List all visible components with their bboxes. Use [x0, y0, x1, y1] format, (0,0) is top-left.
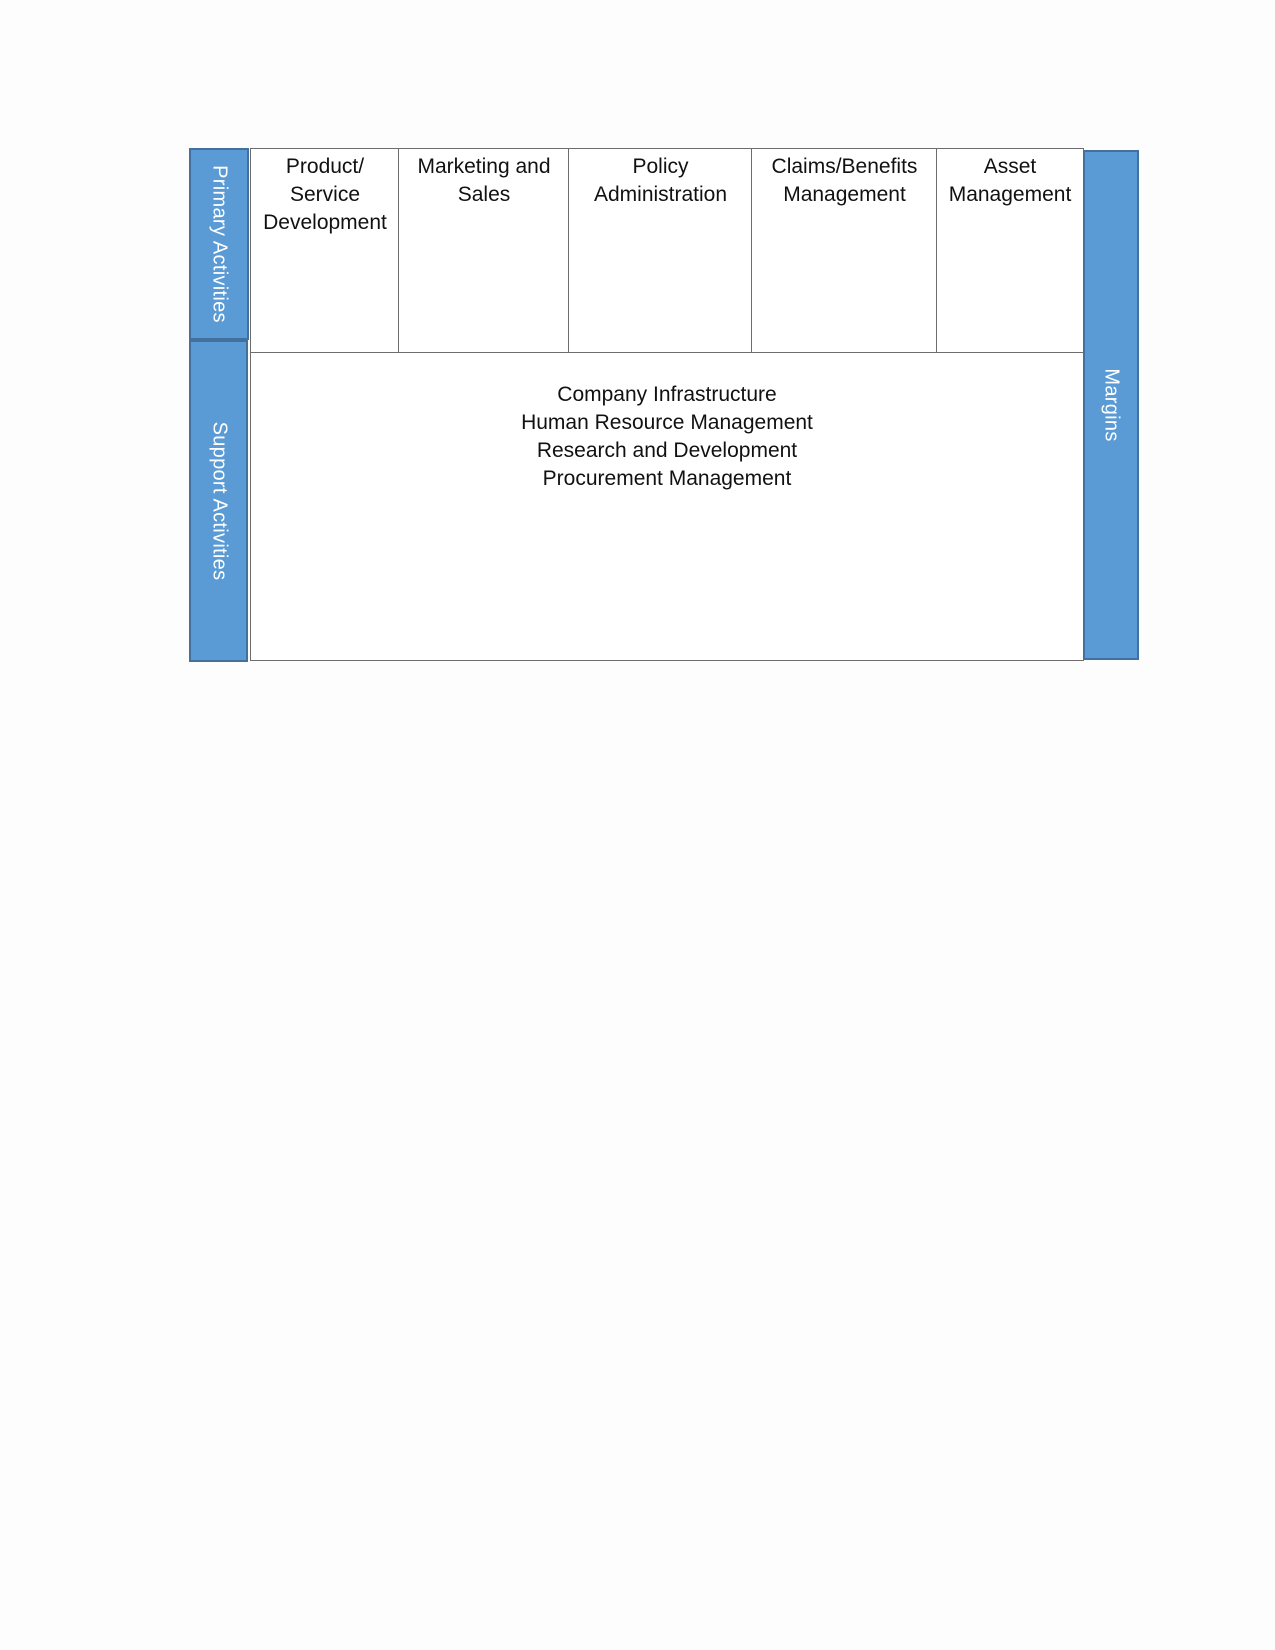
support-activity-item: Research and Development: [536, 439, 798, 462]
support-activity-item: Company Infrastructure: [557, 383, 777, 406]
support-activity-item: Human Resource Management: [521, 411, 813, 434]
primary-activity-label: Marketing and Sales: [417, 155, 551, 206]
margins-label: Margins: [1100, 368, 1123, 442]
support-activities-list: [251, 353, 1083, 493]
primary-activity-label: Product/ Service Development: [263, 155, 387, 234]
primary-activity-label: Policy Administration: [593, 155, 728, 206]
primary-activity-cell: [250, 148, 400, 354]
primary-activity-cell: [936, 148, 1084, 354]
support-activities-box: [250, 352, 1084, 661]
support-activity-item: Procurement Management: [542, 467, 792, 490]
support-activities-label: Support Activities: [208, 421, 230, 581]
support-activities-bar: [189, 340, 248, 662]
margins-bar: [1083, 150, 1139, 660]
primary-activity-label: Asset Management: [948, 155, 1072, 206]
primary-activity-cell: [398, 148, 570, 354]
primary-activities-label: Primary Activities: [208, 165, 231, 323]
primary-activity-cell: [568, 148, 753, 354]
primary-activities-bar: [189, 148, 249, 340]
primary-activity-label: Claims/Benefits Management: [771, 155, 918, 206]
primary-activity-cell: [751, 148, 938, 354]
